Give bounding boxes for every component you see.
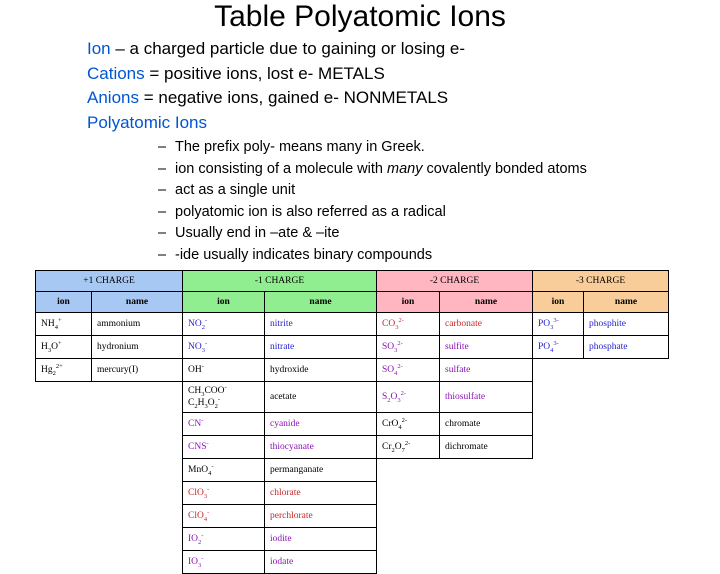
ion-name: dichromate — [440, 436, 533, 459]
empty-cell — [533, 382, 669, 413]
bullet-cations — [87, 62, 465, 87]
header-minus1-charge: -1 CHARGE — [183, 271, 377, 292]
formula-subscript: 2 — [201, 323, 205, 331]
note-text: ion consisting of a molecule with — [175, 160, 387, 177]
formula-sulfite — [377, 336, 440, 359]
formula-subscript: 3 — [198, 561, 202, 569]
formula-subscript: 3 — [395, 323, 399, 331]
bullet-polyatomic — [87, 111, 465, 136]
empty-cell — [36, 382, 183, 413]
table-row — [36, 313, 669, 336]
header-minus3-charge: -3 CHARGE — [533, 271, 669, 292]
col-ion: ion — [533, 292, 584, 313]
note-text: -ide usually indicates binary compounds — [175, 246, 433, 263]
formula-subscript: 2 — [391, 446, 395, 454]
formula-charge: 2- — [404, 439, 411, 447]
formula-part: NH — [41, 319, 55, 329]
formula-charge: - — [207, 508, 210, 516]
empty-cell — [36, 436, 183, 459]
formula-charge: - — [211, 462, 214, 470]
formula-part: ClO — [188, 488, 204, 498]
formula-part: CO — [382, 319, 396, 329]
ion-name: sulfite — [440, 336, 533, 359]
empty-cell — [377, 505, 669, 528]
formula-subscript: 4 — [550, 346, 554, 354]
empty-cell — [36, 413, 183, 436]
col-name: name — [265, 292, 377, 313]
formula-cyanide — [183, 413, 265, 436]
formula-charge: - — [207, 485, 210, 493]
formula-subscript: 3 — [204, 402, 208, 410]
term-cations: Cations — [87, 63, 145, 83]
bullet-anions — [87, 86, 465, 111]
empty-cell — [36, 505, 183, 528]
ion-name: sulfate — [440, 359, 533, 382]
formula-charge: 3- — [553, 339, 559, 347]
formula-part: SO — [382, 365, 395, 375]
formula-subscript: 2 — [52, 369, 56, 377]
note-emphasis: many — [386, 160, 423, 177]
formula-charge: - — [206, 439, 209, 447]
formula-acetate — [183, 382, 265, 413]
bullet-anions-text: = negative ions, gained e- NONMETALS — [138, 88, 449, 107]
formula-sulfate — [377, 359, 440, 382]
formula-subscript: 4 — [54, 323, 58, 331]
formula-part: ClO — [188, 511, 204, 521]
formula-charge: 2- — [400, 389, 407, 397]
formula-charge: - — [217, 395, 221, 403]
formula-phosphate — [533, 336, 584, 359]
empty-cell — [36, 528, 183, 551]
formula-subscript: 4 — [208, 469, 212, 477]
ion-name: iodate — [265, 551, 377, 574]
empty-cell — [377, 482, 669, 505]
ion-name: iodite — [265, 528, 377, 551]
term-anions: Anions — [87, 88, 139, 107]
ion-name: chromate — [440, 413, 533, 436]
note-item — [158, 245, 587, 267]
acetate-formula-line — [188, 397, 259, 409]
polyatomic-ion-table — [35, 270, 669, 574]
table-row — [36, 436, 669, 459]
ion-name: cyanide — [265, 413, 377, 436]
empty-cell — [533, 359, 669, 382]
formula-nitrite — [183, 313, 265, 336]
formula-subscript: 2 — [387, 396, 391, 404]
formula-subscript: 7 — [401, 446, 405, 454]
ion-name: hydroxide — [265, 359, 377, 382]
slide-title: Table Polyatomic Ions — [214, 0, 506, 33]
note-item — [158, 202, 587, 224]
formula-permanganate — [183, 459, 265, 482]
formula-part: H — [41, 342, 48, 352]
formula-mercury-i — [36, 359, 92, 382]
formula-charge: + — [57, 316, 62, 324]
empty-cell — [533, 436, 669, 459]
formula-charge: - — [201, 554, 204, 562]
ion-name: carbonate — [440, 313, 533, 336]
formula-subscript: 4 — [398, 423, 402, 431]
formula-part: PO — [538, 342, 551, 352]
header-plus1-charge: +1 CHARGE — [36, 271, 183, 292]
table-row — [36, 482, 669, 505]
formula-subscript: 3 — [201, 346, 205, 354]
formula-subscript: 3 — [201, 390, 205, 398]
formula-part: O — [390, 392, 398, 402]
formula-part: S — [382, 392, 388, 402]
formula-iodate — [183, 551, 265, 574]
formula-charge: - — [224, 383, 227, 391]
col-ion: ion — [377, 292, 440, 313]
formula-subscript: 4 — [394, 369, 398, 377]
ion-name: nitrite — [265, 313, 377, 336]
formula-subscript: 4 — [203, 515, 208, 523]
note-item — [158, 137, 587, 159]
empty-cell — [36, 459, 183, 482]
note-item — [158, 159, 587, 181]
formula-part: IO — [188, 557, 199, 567]
formula-subscript: 3 — [550, 323, 554, 331]
formula-subscript: 3 — [47, 346, 52, 354]
formula-part: CNS — [188, 442, 207, 452]
ion-name: phosphate — [584, 336, 669, 359]
note-text: Usually end in –ate & –ite — [175, 225, 340, 241]
table-row — [36, 528, 669, 551]
note-item — [158, 223, 587, 245]
col-name: name — [92, 292, 183, 313]
note-text: The prefix poly- means many in Greek. — [175, 139, 425, 155]
formula-hydronium — [36, 336, 92, 359]
formula-charge: - — [201, 362, 204, 370]
formula-subscript: 3 — [203, 492, 208, 500]
formula-subscript: 3 — [394, 346, 398, 354]
ion-name: perchlorate — [265, 505, 377, 528]
ion-name: ammonium — [92, 313, 183, 336]
formula-part: C — [188, 398, 195, 408]
formula-part: PO — [538, 319, 551, 329]
formula-chromate — [377, 413, 440, 436]
empty-cell — [377, 459, 669, 482]
col-ion: ion — [36, 292, 92, 313]
col-name: name — [440, 292, 533, 313]
formula-nitrate — [183, 336, 265, 359]
formula-hydroxide — [183, 359, 265, 382]
empty-cell — [533, 413, 669, 436]
formula-chlorate — [183, 482, 265, 505]
formula-thiosulfate — [377, 382, 440, 413]
table-row — [36, 336, 669, 359]
formula-charge: - — [204, 316, 208, 324]
header-minus2-charge: -2 CHARGE — [377, 271, 533, 292]
formula-charge: 3- — [553, 316, 559, 324]
acetate-formula-line — [188, 385, 259, 397]
formula-dichromate — [377, 436, 440, 459]
term-ion: Ion — [87, 39, 111, 58]
formula-charge: 2- — [397, 339, 403, 347]
formula-part: IO — [188, 534, 199, 544]
formula-charge: - — [204, 339, 208, 347]
note-item — [158, 180, 587, 202]
formula-part: Hg — [41, 365, 53, 375]
table-row — [36, 505, 669, 528]
formula-subscript: 2 — [214, 402, 218, 410]
ion-name: mercury(I) — [92, 359, 183, 382]
col-ion: ion — [183, 292, 265, 313]
formula-part: CH — [188, 386, 202, 396]
ion-name: hydronium — [92, 336, 183, 359]
ion-name: chlorate — [265, 482, 377, 505]
table-row — [36, 382, 669, 413]
formula-part: SO — [382, 342, 395, 352]
formula-part: CrO — [382, 419, 399, 429]
empty-cell — [36, 551, 183, 574]
formula-phosphite — [533, 313, 584, 336]
ion-name: acetate — [265, 382, 377, 413]
formula-part: O — [207, 398, 215, 408]
dash-mark: – — [158, 225, 167, 241]
formula-part: O — [51, 342, 58, 352]
formula-charge: - — [201, 416, 204, 424]
formula-subscript: 3 — [397, 396, 401, 404]
formula-thiocyanate — [183, 436, 265, 459]
note-text: covalently bonded atoms — [422, 160, 587, 177]
formula-part: Cr — [382, 442, 392, 452]
bullet-ion — [87, 37, 465, 62]
formula-part: NO — [188, 342, 202, 352]
bullet-ion-text: – a charged particle due to gaining or losing e- — [110, 39, 466, 58]
formula-iodite — [183, 528, 265, 551]
empty-cell — [36, 482, 183, 505]
table-row — [36, 459, 669, 482]
ion-name: nitrate — [265, 336, 377, 359]
table-row — [36, 359, 669, 382]
dash-mark: – — [158, 182, 167, 198]
empty-cell — [377, 528, 669, 551]
formula-part: NO — [188, 319, 202, 329]
formula-part: H — [197, 398, 205, 408]
col-name: name — [584, 292, 669, 313]
formula-perchlorate — [183, 505, 265, 528]
formula-charge: 2- — [398, 316, 404, 324]
polyatomic-notes — [158, 137, 587, 266]
empty-cell — [377, 551, 669, 574]
formula-part: MnO — [188, 465, 209, 475]
formula-charge: - — [201, 531, 204, 539]
definition-list — [87, 37, 465, 135]
formula-charge: 2- — [401, 416, 408, 424]
table-row — [36, 413, 669, 436]
dash-mark: – — [158, 246, 167, 263]
dash-mark: – — [158, 139, 167, 155]
formula-ammonium — [36, 313, 92, 336]
term-polyatomic: Polyatomic Ions — [87, 112, 207, 132]
formula-part: O — [394, 442, 402, 452]
formula-part: COO — [204, 386, 225, 396]
ion-name: thiocyanate — [265, 436, 377, 459]
formula-charge: 2- — [397, 362, 403, 370]
bullet-cations-text: = positive ions, lost e- METALS — [144, 63, 385, 83]
formula-carbonate — [377, 313, 440, 336]
ion-name: permanganate — [265, 459, 377, 482]
formula-charge: + — [58, 339, 62, 347]
ion-name: phosphite — [584, 313, 669, 336]
table-row — [36, 551, 669, 574]
note-text: act as a single unit — [175, 182, 296, 198]
dash-mark: – — [158, 203, 167, 220]
formula-subscript: 2 — [194, 402, 198, 410]
formula-subscript: 2 — [198, 538, 202, 546]
ion-name: thiosulfate — [440, 382, 533, 413]
formula-charge: 2+ — [55, 362, 63, 370]
formula-part: CN — [188, 419, 202, 429]
formula-part: OH — [188, 365, 202, 375]
dash-mark: – — [158, 160, 167, 177]
note-text: polyatomic ion is also referred as a radical — [175, 203, 446, 220]
